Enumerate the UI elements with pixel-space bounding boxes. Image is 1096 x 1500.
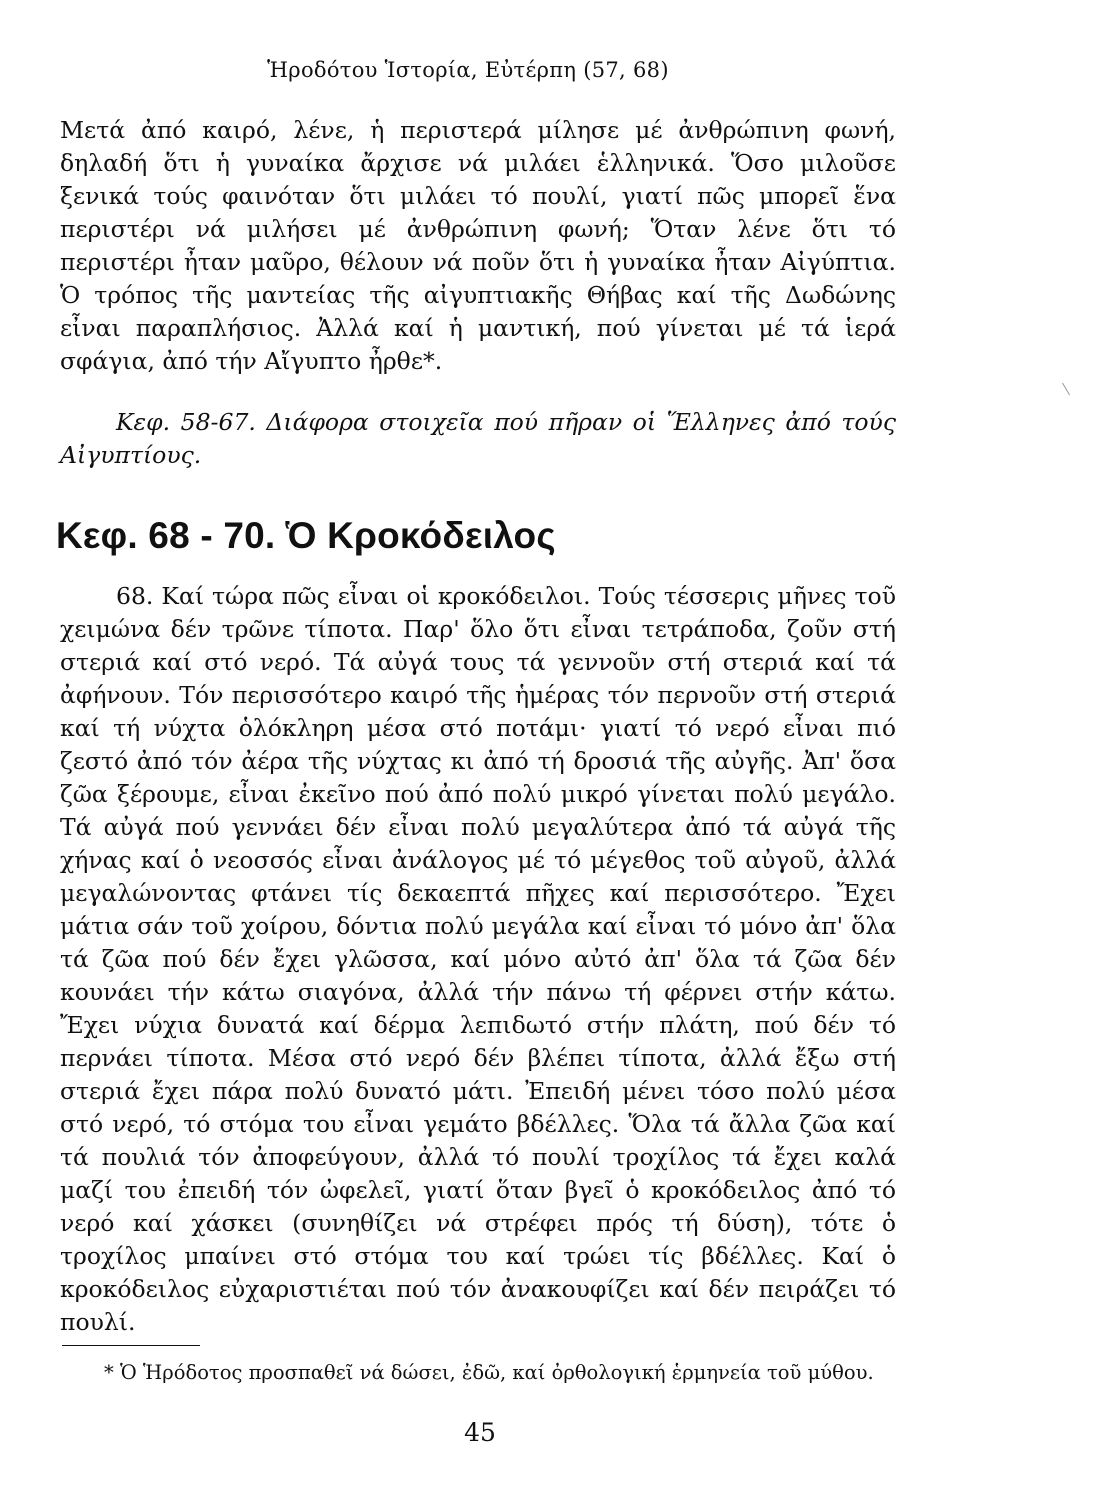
footnote: * Ὁ Ἡρόδοτος προσπαθεῖ νά δώσει, ἐδῶ, καί ὀρθολογική ἑρμηνεία τοῦ μύθου. [104, 1361, 874, 1384]
paragraph-dove-oracle: Μετά ἀπό καιρό, λένε, ἡ περιστερά μίλησε μέ ἀνθρώπινη φωνή, δηλαδή ὅτι ἡ γυναίκα ἄρχισε νά μιλάει ἑλληνικά. Ὅσο μιλοῦσε ξενικά τούς φαινόταν ὅτι μιλάει τό πουλί, γιατί πῶς μπορεῖ ἕνα περιστέρι νά μιλήσει μέ ἀνθρώπινη φωνή; Ὅταν λένε ὅτι τό περιστέρι ἦταν μαῦρο, θέλουν νά ποῦν ὅτι ἡ γυναίκα ἦταν Αἰγύπτια. Ὁ τρόπος τῆς μαντείας τῆς αἰγυπτιακῆς Θήβας καί τῆς Δωδώνης εἶναι παραπλήσιος. Ἀλλά καί ἡ μαντική, πού γίνεται μέ τά ἱερά σφάγια, ἀπό τήν Αἴγυπτο ἦρθε*. [60, 116, 896, 375]
section-summary: Κεφ. 58-67. Διάφορα στοιχεῖα πού πῆραν οἱ Ἕλληνες ἀπό τούς Αἰγυπτίους. [60, 408, 896, 469]
running-head: Ἡροδότου Ἱστορία, Εὐτέρπη (57, 68) [267, 58, 669, 82]
paragraph-crocodile: 68. Καί τώρα πῶς εἶναι οἱ κροκόδειλοι. Τούς τέσσερις μῆνες τοῦ χειμώνα δέν τρῶνε τίποτα. Παρ' ὅλο ὅτι εἶναι τετράποδα, ζοῦν στή στεριά καί στό νερό. Τά αὐγά τους τά γεννοῦν στή στεριά καί τά ἀφήνουν. Τόν περισσότερο καιρό τῆς ἡμέρας τόν περνοῦν στή στεριά καί τή νύχτα ὁλόκληρη μέσα στό ποτάμι· γιατί τό νερό εἶναι πιό ζεστό ἀπό τόν ἀέρα τῆς νύχτας κι ἀπό τή δροσιά τῆς αὐγῆς. Ἀπ' ὅσα ζῶα ξέρουμε, εἶναι ἐκεῖνο πού ἀπό πολύ μικρό γίνεται πολύ μεγάλο. Τά αὐγά πού γεννάει δέν εἶναι πολύ μεγαλύτερα ἀπό τά αὐγά τῆς χήνας καί ὁ νεοσσός εἶναι ἀνάλογος μέ τό μέγεθος τοῦ αὐγοῦ, ἀλλά μεγαλώνοντας φτάνει τίς δεκαεπτά πῆχες καί περισσότερο. Ἔχει μάτια σάν τοῦ χοίρου, δόντια πολύ μεγάλα καί εἶναι τό μόνο ἀπ' ὅλα τά ζῶα πού δέν ἔχει γλῶσσα, καί μόνο αὐτό ἀπ' ὅλα τά ζῶα δέν κουνάει τήν κάτω σιαγόνα, ἀλλά τήν πάνω τή φέρνει στήν κάτω. Ἔχει νύχια δυνατά καί δέρμα λεπιδωτό στήν πλάτη, πού δέν τό περνάει τίποτα. Μέσα στό νερό δέν βλέπει τίποτα, ἀλλά ἔξω στή στεριά ἔχει πάρα πολύ δυνατό μάτι. Ἐπειδή μένει τόσο πολύ μέσα στό νερό, τό στόμα του εἶναι γεμάτο βδέλλες. Ὅλα τά ἄλλα ζῶα καί τά πουλιά τόν ἀποφεύγουν, ἀλλά τό πουλί τροχίλος τά ἔχει καλά μαζί του ἐπειδή τόν ὠφελεῖ, γιατί ὅταν βγεῖ ὁ κροκόδειλος ἀπό τό νερό καί χάσκει (συνηθίζει νά στρέφει πρός τή δύση), τότε ὁ τροχίλος μπαίνει στό στόμα του καί τρώει τίς βδέλλες. Καί ὁ κροκόδειλος εὐχαριστιέται πού τόν ἀνακουφίζει καί δέν πειράζει τό πουλί. [60, 582, 896, 1336]
page-mark [1062, 379, 1077, 396]
page-number: 45 [464, 1418, 496, 1447]
chapter-heading: Κεφ. 68 - 70. Ὁ Κροκόδειλος [56, 515, 556, 556]
footnote-divider [62, 1345, 200, 1346]
